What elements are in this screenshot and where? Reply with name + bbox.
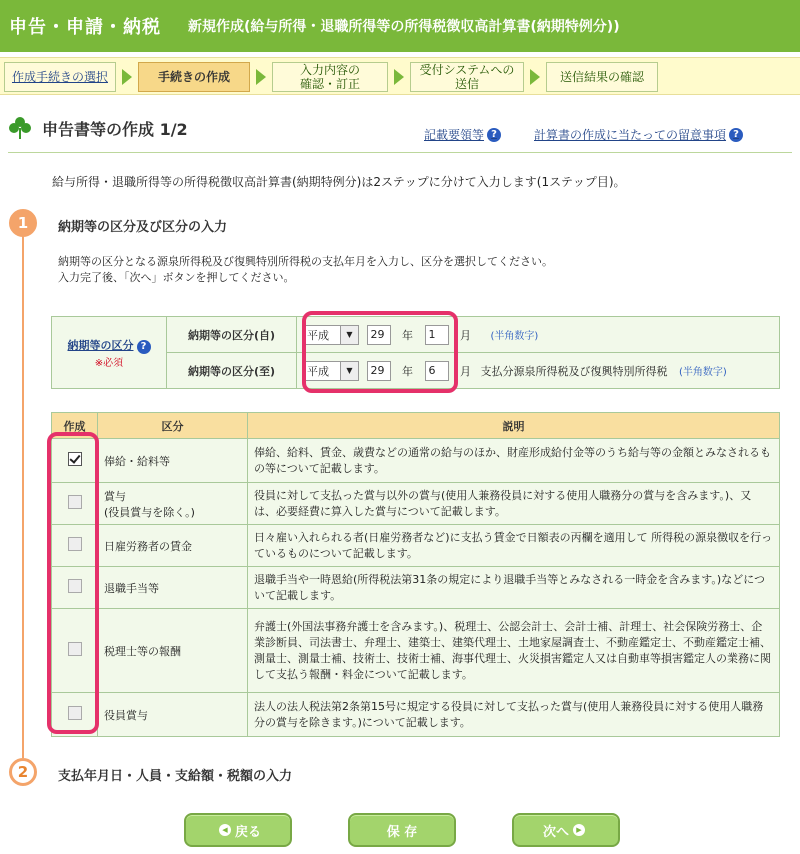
desc-cell: 俸給、給料、賃金、歳費などの通常の給与のほか、財産形成給付金等のうち給与等の金額とみなされるもの等について記載します。 [248, 439, 780, 483]
kind-cell: 賞与 (役員賞与を除く。) [98, 483, 248, 525]
period-table [51, 316, 780, 389]
step-send-result: 送信結果の確認 [546, 62, 658, 92]
period-to-label: 納期等の区分(至) [167, 353, 297, 389]
step-1-heading: 納期等の区分及び区分の入力 [58, 220, 228, 235]
from-era-select[interactable]: 平成 ▼ [303, 325, 359, 345]
kind-cell: 俸給・給料等 [98, 439, 248, 483]
period-label-cell [52, 317, 167, 389]
step-1-badge: 1 [9, 209, 37, 237]
notes-link[interactable]: 計算書の作成に当たっての留意事項 ? [534, 126, 743, 143]
chevron-down-icon: ▼ [340, 326, 358, 344]
make-checkbox[interactable] [68, 579, 82, 593]
step-select-procedure[interactable]: 作成手続きの選択 [4, 62, 116, 92]
to-month-input[interactable]: 6 [425, 361, 449, 381]
kind-cell: 日雇労務者の賃金 [98, 525, 248, 567]
to-era-select[interactable]: 平成 ▼ [303, 361, 359, 381]
step-2-badge: 2 [9, 758, 37, 786]
step-arrow-icon [530, 69, 540, 85]
from-month-input[interactable]: 1 [425, 325, 449, 345]
guide-link[interactable]: 記載要領等 ? [424, 126, 501, 143]
step-arrow-icon [256, 69, 266, 85]
intro-text: 給与所得・退職所得等の所得税徴収高計算書(納期特例分)は2ステップに分けて入力します(1ステップ目)。 [52, 175, 626, 189]
period-from-label: 納期等の区分(自) [167, 317, 297, 353]
step-1-description: 納期等の区分となる源泉所得税及び復興特別所得税の支払年月を入力し、区分を選択してください。 入力完了後、「次へ」ボタンを押してください。 [58, 255, 553, 284]
form-title: 新規作成(給与所得・退職所得等の所得税徴収高計算書(納期特例分)) [188, 19, 620, 35]
half-width-hint: (半角数字) [490, 331, 539, 342]
chevron-down-icon: ▼ [340, 362, 358, 380]
table-row [52, 609, 780, 693]
table-row [52, 567, 780, 609]
month-unit: 月 [460, 328, 471, 342]
to-year-input[interactable]: 29 [367, 361, 391, 381]
step-create-procedure: 手続きの作成 [138, 62, 250, 92]
required-mark: ※必須 [94, 357, 124, 369]
step-arrow-icon [394, 69, 404, 85]
step-2-heading: 支払年月日・人員・支給額・税額の入力 [58, 769, 293, 784]
back-button[interactable]: ◀ 戻る [184, 813, 292, 847]
step-arrow-icon [122, 69, 132, 85]
page-title: 申告書等の作成 1/2 [42, 119, 188, 139]
step-confirm-correct: 入力内容の 確認・訂正 [272, 62, 388, 92]
help-icon[interactable]: ? [729, 128, 743, 142]
save-button[interactable]: 保 存 [348, 813, 456, 847]
half-width-hint: (半角数字) [679, 367, 727, 378]
period-label[interactable]: 納期等の区分 [67, 338, 134, 352]
kind-cell: 役員賞与 [98, 693, 248, 737]
step-navigation [0, 57, 800, 95]
period-to-fields [297, 353, 780, 389]
make-checkbox[interactable] [68, 452, 82, 466]
help-icon[interactable]: ? [487, 128, 501, 142]
clover-icon [8, 116, 32, 140]
year-unit: 年 [402, 328, 413, 342]
table-row [52, 525, 780, 567]
help-icon[interactable]: ? [137, 340, 151, 354]
to-period-note: 支払分源泉所得税及び復興特別所得税 [480, 364, 668, 378]
desc-cell: 退職手当や一時恩給(所得税法第31条の規定により退職手当等とみなされる一時金を含みます。)などについて記載します。 [248, 567, 780, 609]
desc-cell: 役員に対して支払った賞与以外の賞与(使用人兼務役員に対する使用人職務分の賞与を含みます。)、又は、必要経費に算入した賞与について記載します。 [248, 483, 780, 525]
make-checkbox[interactable] [68, 537, 82, 551]
make-checkbox[interactable] [68, 706, 82, 720]
month-unit: 月 [460, 364, 471, 378]
header-desc: 説明 [248, 413, 780, 439]
step-send-to-system: 受付システムへの 送信 [410, 62, 524, 92]
year-unit: 年 [402, 364, 413, 378]
table-row [52, 483, 780, 525]
app-name: 申告・申請・納税 [9, 17, 161, 38]
table-row [52, 439, 780, 483]
desc-cell: 日々雇い入れられる者(日雇労務者など)に支払う賃金で日額表の丙欄を適用して 所得税の源泉徴収を行っているものについて記載します。 [248, 525, 780, 567]
make-checkbox[interactable] [68, 495, 82, 509]
header-kind: 区分 [98, 413, 248, 439]
table-row [52, 693, 780, 737]
step-timeline [22, 232, 24, 758]
header-bar [0, 0, 800, 52]
divider [8, 152, 792, 153]
next-button[interactable]: 次へ ▶ [512, 813, 620, 847]
page-title-row [8, 116, 188, 140]
next-arrow-icon: ▶ [573, 824, 585, 836]
desc-cell: 法人の法人税法第2条第15号に規定する役員に対して支払った賞与(使用人兼務役員に対する使用人職務分の賞与を除きます。)について記載します。 [248, 693, 780, 737]
category-table [51, 412, 780, 737]
desc-cell: 弁護士(外国法事務弁護士を含みます。)、税理士、公認会計士、会計士補、計理士、社会保険労務士、企業診断員、司法書士、弁理士、建築士、建築代理士、土地家屋調査士、不動産鑑定士、不動産鑑定士補、測量士、測量士補、技術士、技術士補、海事代理士、火災損害鑑定人又は自動車等損害鑑定人の業務に関して支払う報酬・料金について記載します。 [248, 609, 780, 693]
make-checkbox[interactable] [68, 642, 82, 656]
period-from-fields [297, 317, 780, 353]
header-make: 作成 [52, 413, 98, 439]
kind-cell: 退職手当等 [98, 567, 248, 609]
back-arrow-icon: ◀ [219, 824, 231, 836]
kind-cell: 税理士等の報酬 [98, 609, 248, 693]
from-year-input[interactable]: 29 [367, 325, 391, 345]
